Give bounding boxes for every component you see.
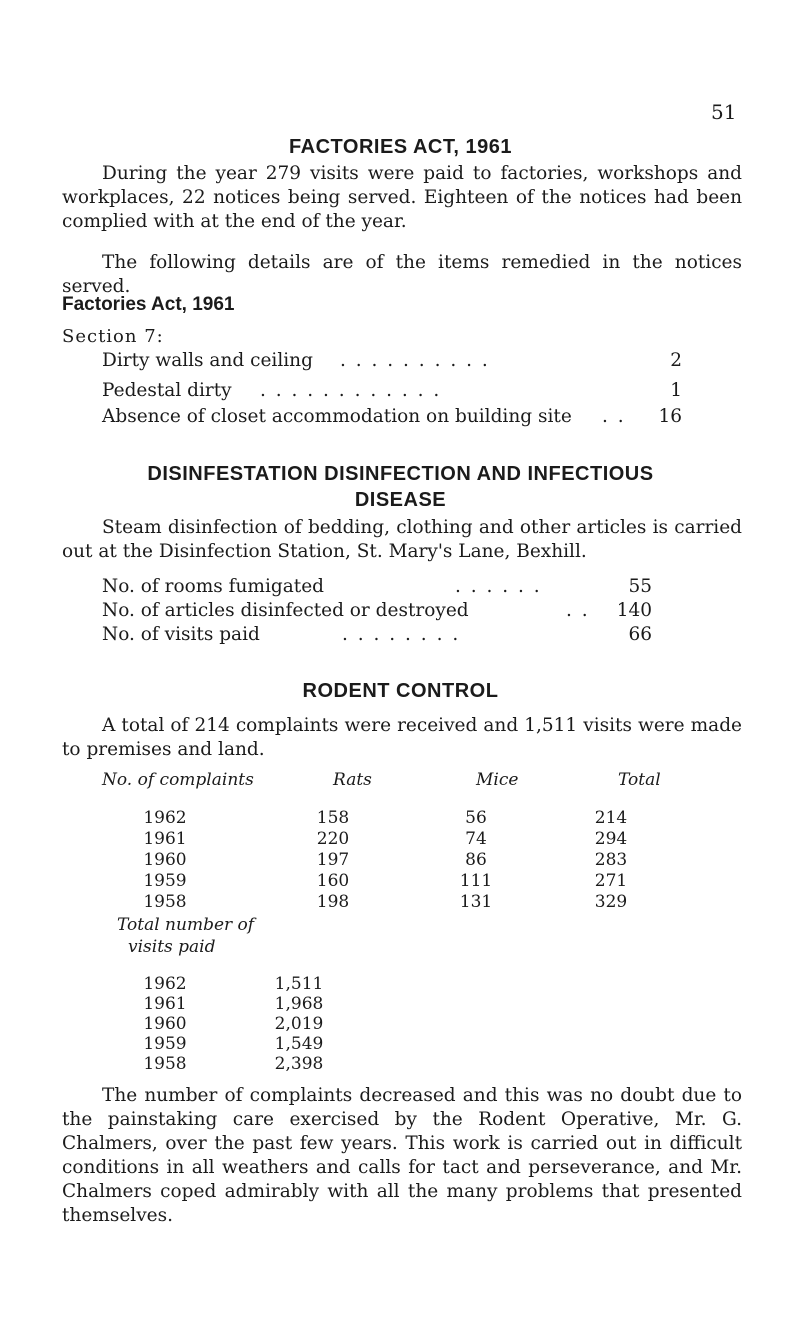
- table-cell: 111: [459, 871, 493, 891]
- visits-header-line2: visits paid: [128, 937, 216, 957]
- leader-dots: . . . . . . . . . .: [340, 350, 490, 371]
- table-cell: 271: [594, 871, 628, 891]
- item-value: 16: [658, 406, 682, 427]
- disinfestation-paragraph: Steam disinfection of bedding, clothing and other articles is carried out at the Disinfection Station, St. Mary's Lane, Bexhill.: [62, 517, 742, 562]
- item-label: Absence of closet accommodation on building site: [102, 406, 572, 427]
- table-cell: 283: [594, 850, 628, 870]
- item-label: Pedestal dirty: [102, 380, 232, 401]
- rodent-summary: The number of complaints decreased and this was no doubt due to the painstaking care exercised by the Rodent Operative, Mr. G. Chalmers, over the past few years. This work is carried out in difficult conditions in all weathers and calls for tact and perseverance, and Mr. Chalmers coped admirably with all the many problems that presented themselves.: [62, 1085, 742, 1226]
- item-label: No. of rooms fumigated: [102, 576, 324, 597]
- item-value: 2: [670, 350, 682, 371]
- leader-dots: . . . . . . . . . . . .: [260, 380, 442, 401]
- column-header: Mice: [476, 770, 519, 790]
- table-cell: 74: [465, 829, 487, 849]
- table-cell: 198: [316, 892, 350, 912]
- rodent-heading: RODENT CONTROL: [302, 680, 499, 702]
- item-value: 1: [670, 380, 682, 401]
- table-cell: 214: [594, 808, 628, 828]
- item-value: 140: [616, 600, 652, 621]
- table-cell: 197: [316, 850, 350, 870]
- row-year: 1958: [143, 1054, 187, 1074]
- factories-heading: FACTORIES ACT, 1961: [289, 136, 512, 158]
- factories-subheading: Factories Act, 1961: [62, 294, 235, 315]
- table-cell: 2,398: [274, 1054, 324, 1074]
- table-cell: 158: [316, 808, 350, 828]
- table-cell: 220: [316, 829, 350, 849]
- table-cell: 131: [459, 892, 493, 912]
- disinfestation-heading-line2: DISEASE: [354, 489, 447, 511]
- item-label: No. of articles disinfected or destroyed: [102, 600, 469, 621]
- column-header: Rats: [333, 770, 372, 790]
- table-cell: 1,511: [274, 974, 324, 994]
- column-header: No. of complaints: [102, 770, 254, 790]
- leader-dots: . . . . . .: [455, 576, 542, 597]
- row-year: 1961: [143, 829, 187, 849]
- item-label: No. of visits paid: [102, 624, 260, 645]
- item-value: 55: [628, 576, 652, 597]
- row-year: 1960: [143, 850, 187, 870]
- row-year: 1960: [143, 1014, 187, 1034]
- row-year: 1958: [143, 892, 187, 912]
- table-cell: 160: [316, 871, 350, 891]
- row-year: 1961: [143, 994, 187, 1014]
- leader-dots: . .: [566, 600, 590, 621]
- leader-dots: . . . . . . . .: [342, 624, 461, 645]
- row-year: 1959: [143, 1034, 187, 1054]
- item-label: Dirty walls and ceiling: [102, 350, 313, 371]
- row-year: 1962: [143, 974, 187, 994]
- factories-paragraph: During the year 279 visits were paid to factories, workshops and workplaces, 22 notices being served. Eighteen of the notices had been complied with at the end of the year.: [62, 163, 742, 232]
- page-number: 51: [711, 100, 737, 124]
- table-cell: 56: [465, 808, 487, 828]
- rodent-paragraph: A total of 214 complaints were received and 1,511 visits were made to premises and land.: [62, 715, 742, 760]
- disinfestation-heading-line1: DISINFESTATION DISINFECTION AND INFECTIOUS: [147, 463, 654, 485]
- table-cell: 2,019: [274, 1014, 324, 1034]
- table-cell: 1,968: [274, 994, 324, 1014]
- factories-intro: The following details are of the items remedied in the notices served.: [62, 252, 742, 297]
- row-year: 1959: [143, 871, 187, 891]
- visits-header-line1: Total number of: [117, 915, 255, 935]
- leader-dots: . .: [602, 406, 626, 427]
- section-label: Section 7:: [62, 326, 164, 347]
- table-cell: 329: [594, 892, 628, 912]
- item-value: 66: [628, 624, 652, 645]
- row-year: 1962: [143, 808, 187, 828]
- table-cell: 1,549: [274, 1034, 324, 1054]
- table-cell: 294: [594, 829, 628, 849]
- column-header: Total: [618, 770, 661, 790]
- table-cell: 86: [465, 850, 487, 870]
